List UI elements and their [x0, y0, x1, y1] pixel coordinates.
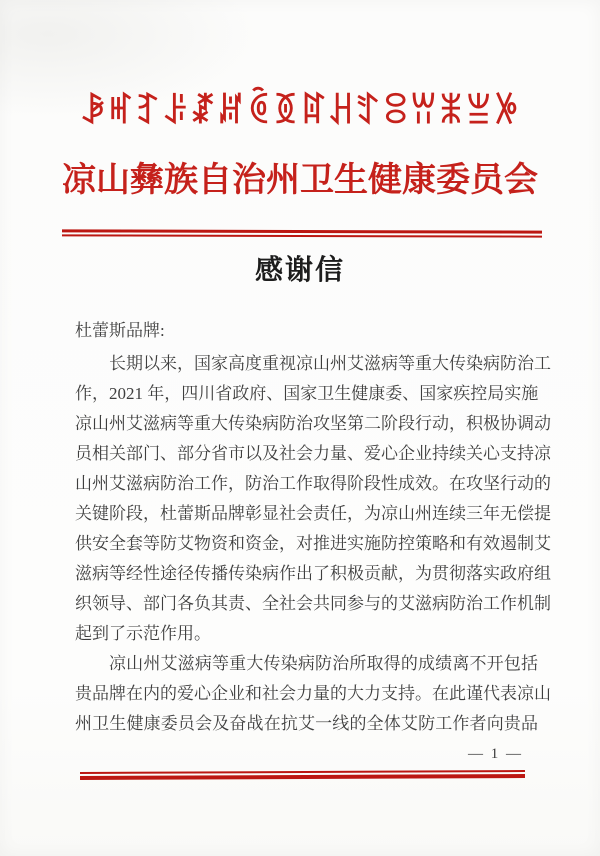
footer-double-rule: [80, 770, 525, 779]
body-line: 贵品牌在内的爱心企业和社会力量的大力支持。在此谨代表凉山: [75, 684, 551, 704]
document-title: 感谢信: [254, 254, 345, 286]
letterhead-double-rule: [62, 229, 542, 237]
letterhead-rule-thick: [62, 229, 542, 233]
body-paragraphs: [75, 349, 551, 739]
body-line: 凉山州艾滋病等重大传染病防治攻坚第二阶段行动，积极协调动: [75, 414, 551, 434]
body-line: 山州艾滋病防治工作，防治工作取得阶段性成效。在攻坚行动的: [75, 474, 551, 494]
body-line: 织领导、部门各负其责、全社会共同参与的艾滋病防治工作机制: [75, 594, 551, 614]
footer-rule-thin: [80, 770, 525, 773]
body-line: 凉山州艾滋病等重大传染病防治所取得的成绩离不开包括: [109, 654, 538, 674]
letter-body: [75, 316, 551, 739]
body-line: 滋病等经性途径传播传染病作出了积极贡献，为贯彻落实政府组: [75, 564, 551, 584]
footer-rule-thick: [80, 774, 525, 779]
letterhead: [0, 96, 600, 237]
letterhead-cn-title: 凉山彝族自治州卫生健康委员会: [62, 162, 538, 199]
page-number: — 1 —: [468, 746, 523, 762]
body-line: 州卫生健康委员会及奋战在抗艾一线的全体艾防工作者向贵品: [75, 714, 538, 734]
body-paragraph: [75, 649, 551, 739]
body-line: 员相关部门、部分省市以及社会力量、爱心企业持续关心支持凉: [75, 444, 551, 464]
body-paragraph: [75, 349, 551, 649]
body-line: 作，2021 年，四川省政府、国家卫生健康委、国家疾控局实施: [75, 384, 539, 404]
body-line: 长期以来，国家高度重视凉山州艾滋病等重大传染病防治工: [109, 354, 551, 374]
letterhead-yi-script-title: ꆃꎭꆈꌠꊨꏦꏱꅉꍏꃅꄸꈯꀕꂓꁈꉼ: [79, 94, 521, 131]
body-line: 供安全套等防艾物资和资金，对推进实施防控策略和有效遏制艾: [75, 534, 551, 554]
body-line: 起到了示范作用。: [75, 624, 211, 644]
body-line: 关键阶段，杜蕾斯品牌彰显社会责任，为凉山州连续三年无偿提: [75, 504, 551, 524]
salutation: 杜蕾斯品牌:: [75, 321, 165, 341]
letterhead-rule-thin: [62, 234, 542, 237]
